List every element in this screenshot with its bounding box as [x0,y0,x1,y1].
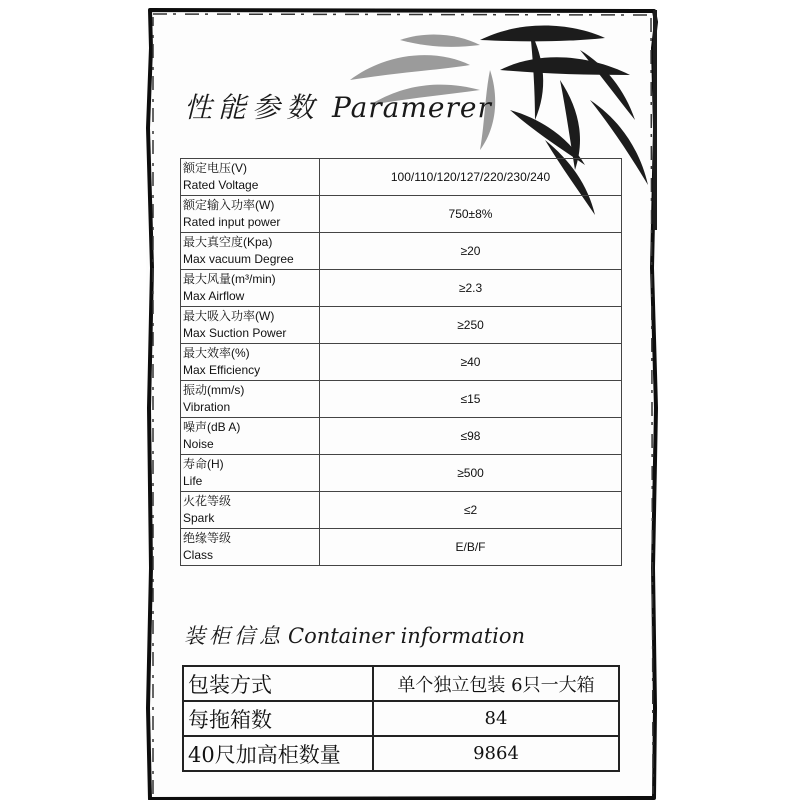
spec-value: 750±8% [320,196,622,233]
spec-label-cn: 最大真空度(Kpa) [183,235,273,249]
spec-value: ≥250 [320,307,622,344]
table-row [181,307,622,344]
spec-value: E/B/F [320,529,622,566]
spec-label [181,233,320,270]
spec-label-cn: 噪声(dB A) [183,420,241,434]
spec-label [181,270,320,307]
spec-label [181,159,320,196]
spec-label-en: Rated input power [183,215,281,229]
spec-label [181,529,320,566]
spec-label [181,455,320,492]
container-title-en: Container information [288,624,526,648]
table-row [181,529,622,566]
spec-label-en: Vibration [183,400,231,414]
container-title [184,620,525,650]
pack-label: 40尺加高柜数量 [183,736,373,771]
table-row [181,159,622,196]
spec-label-cn: 绝缘等级 [183,531,232,545]
spec-label-en: Spark [183,511,215,525]
table-row [181,381,622,418]
spec-value: ≥500 [320,455,622,492]
pack-label: 包装方式 [183,666,373,701]
spec-value: ≤2 [320,492,622,529]
spec-label-cn: 最大风量(m³/min) [183,272,276,286]
performance-title-cn: 性能参数 [184,91,321,124]
spec-label-en: Max Efficiency [183,363,261,377]
table-row [183,666,619,701]
container-table [182,665,620,772]
spec-label-en: Life [183,474,203,488]
spec-label-cn: 额定输入功率(W) [183,198,275,212]
spec-label-en: Max Suction Power [183,326,287,340]
spec-value: ≤98 [320,418,622,455]
spec-label [181,492,320,529]
spec-label-cn: 振动(mm/s) [183,383,245,397]
table-row [181,270,622,307]
pack-value: 9864 [373,736,619,771]
spec-label-cn: 火花等级 [183,494,232,508]
table-row [183,736,619,771]
pack-value: 单个独立包装 6只一大箱 [373,666,619,701]
spec-value: 100/110/120/127/220/230/240 [320,159,622,196]
table-row [183,701,619,736]
spec-label-en: Max vacuum Degree [183,252,294,266]
pack-value: 84 [373,701,619,736]
table-row [181,492,622,529]
spec-label [181,196,320,233]
table-row [181,455,622,492]
spec-label-cn: 最大吸入功率(W) [183,309,275,323]
table-row [181,196,622,233]
spec-label-en: Noise [183,437,214,451]
table-row [181,418,622,455]
spec-value: ≥20 [320,233,622,270]
performance-title-en: Paramerer [332,91,492,124]
container-title-cn: 装柜信息 [184,624,284,648]
table-row [181,344,622,381]
spec-label [181,344,320,381]
spec-value: ≥2.3 [320,270,622,307]
spec-label-cn: 额定电压(V) [183,161,247,175]
spec-label [181,307,320,344]
spec-label [181,418,320,455]
performance-table [180,158,622,566]
pack-label: 每拖箱数 [183,701,373,736]
spec-label-cn: 寿命(H) [183,457,224,471]
spec-label-en: Class [183,548,214,562]
spec-label-en: Max Airflow [183,289,245,303]
spec-value: ≥40 [320,344,622,381]
spec-label-cn: 最大效率(%) [183,346,250,360]
spec-value: ≤15 [320,381,622,418]
performance-title [184,86,492,126]
spec-label [181,381,320,418]
spec-label-en: Rated Voltage [183,178,259,192]
table-row [181,233,622,270]
